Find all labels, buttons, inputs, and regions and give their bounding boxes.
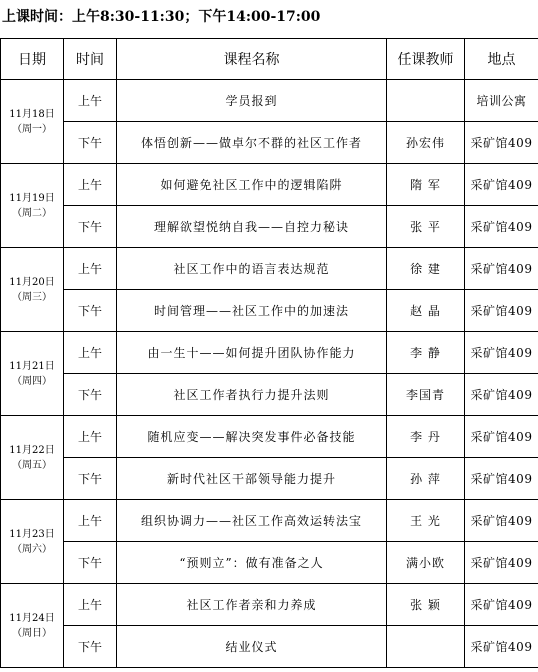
course-cell: 理解欲望悦纳自我——自控力秘诀 [117, 206, 387, 248]
time-cell: 上午 [64, 248, 117, 290]
place-cell: 采矿馆409 [465, 122, 538, 164]
date-text: 11月22日 [9, 444, 55, 456]
date-cell [1, 80, 64, 164]
table-row [1, 542, 538, 584]
date-cell [1, 416, 64, 500]
table-row [1, 290, 538, 332]
course-cell: 体悟创新——做卓尔不群的社区工作者 [117, 122, 387, 164]
weekday-text: （周五） [12, 459, 52, 471]
date-cell [1, 248, 64, 332]
course-cell: 随机应变——解决突发事件必备技能 [117, 416, 387, 458]
teacher-cell: 张 平 [387, 206, 465, 248]
teacher-cell: 李 静 [387, 332, 465, 374]
place-cell: 采矿馆409 [465, 164, 538, 206]
weekday-text: （周日） [12, 627, 52, 639]
column-header-time: 时间 [64, 39, 117, 80]
course-cell: 社区工作中的语言表达规范 [117, 248, 387, 290]
teacher-cell: 李国青 [387, 374, 465, 416]
course-cell: 社区工作者亲和力养成 [117, 584, 387, 626]
time-cell: 下午 [64, 122, 117, 164]
time-cell: 下午 [64, 626, 117, 668]
date-cell [1, 500, 64, 584]
place-cell: 采矿馆409 [465, 290, 538, 332]
course-cell: 社区工作者执行力提升法则 [117, 374, 387, 416]
table-row [1, 206, 538, 248]
teacher-cell: 李 丹 [387, 416, 465, 458]
date-text: 11月20日 [9, 276, 55, 288]
place-cell: 采矿馆409 [465, 626, 538, 668]
table-row [1, 248, 538, 290]
class-time-values: 上午8:30-11:30；下午14:00-17:00 [72, 9, 321, 25]
weekday-text: （周六） [12, 543, 52, 555]
teacher-cell: 张 颖 [387, 584, 465, 626]
teacher-cell [387, 80, 465, 122]
place-cell: 采矿馆409 [465, 500, 538, 542]
place-cell: 采矿馆409 [465, 206, 538, 248]
weekday-text: （周一） [12, 123, 52, 135]
table-row [1, 374, 538, 416]
class-time-label: 上课时间： [2, 9, 72, 25]
table-row [1, 164, 538, 206]
table-header-row [1, 39, 538, 80]
place-cell: 采矿馆409 [465, 542, 538, 584]
time-cell: 下午 [64, 374, 117, 416]
class-time-header [0, 0, 320, 34]
weekday-text: （周二） [12, 207, 52, 219]
date-text: 11月18日 [9, 108, 55, 120]
time-cell: 下午 [64, 458, 117, 500]
place-cell: 培训公寓 [465, 80, 538, 122]
place-cell: 采矿馆409 [465, 332, 538, 374]
column-header-date: 日期 [1, 39, 64, 80]
teacher-cell: 王 光 [387, 500, 465, 542]
table-row [1, 332, 538, 374]
column-header-teacher: 任课教师 [387, 39, 465, 80]
time-cell: 上午 [64, 500, 117, 542]
date-text: 11月24日 [9, 612, 55, 624]
place-cell: 采矿馆409 [465, 416, 538, 458]
column-header-place: 地点 [465, 39, 538, 80]
teacher-cell: 徐 建 [387, 248, 465, 290]
place-cell: 采矿馆409 [465, 374, 538, 416]
date-text: 11月21日 [9, 360, 55, 372]
teacher-cell: 满小欧 [387, 542, 465, 584]
teacher-cell: 孙宏伟 [387, 122, 465, 164]
place-cell: 采矿馆409 [465, 584, 538, 626]
weekday-text: （周四） [12, 375, 52, 387]
table-row [1, 584, 538, 626]
course-cell: 结业仪式 [117, 626, 387, 668]
time-cell: 下午 [64, 542, 117, 584]
table-row [1, 458, 538, 500]
schedule-table [0, 38, 538, 668]
time-cell: 上午 [64, 80, 117, 122]
course-cell: 新时代社区干部领导能力提升 [117, 458, 387, 500]
time-cell: 下午 [64, 206, 117, 248]
time-cell: 上午 [64, 416, 117, 458]
table-row [1, 626, 538, 668]
table-row [1, 122, 538, 164]
course-cell: 学员报到 [117, 80, 387, 122]
date-cell [1, 332, 64, 416]
table-row [1, 500, 538, 542]
course-cell: 组织协调力——社区工作高效运转法宝 [117, 500, 387, 542]
date-cell [1, 164, 64, 248]
schedule-body [1, 80, 538, 668]
teacher-cell: 孙 萍 [387, 458, 465, 500]
place-cell: 采矿馆409 [465, 248, 538, 290]
teacher-cell: 隋 军 [387, 164, 465, 206]
time-cell: 上午 [64, 164, 117, 206]
time-cell: 上午 [64, 332, 117, 374]
place-cell: 采矿馆409 [465, 458, 538, 500]
date-cell [1, 584, 64, 668]
table-row [1, 416, 538, 458]
teacher-cell [387, 626, 465, 668]
course-cell: “预则立”：做有准备之人 [117, 542, 387, 584]
teacher-cell: 赵 晶 [387, 290, 465, 332]
date-text: 11月19日 [9, 192, 55, 204]
course-cell: 时间管理——社区工作中的加速法 [117, 290, 387, 332]
time-cell: 下午 [64, 290, 117, 332]
course-cell: 如何避免社区工作中的逻辑陷阱 [117, 164, 387, 206]
table-row [1, 80, 538, 122]
date-text: 11月23日 [9, 528, 55, 540]
time-cell: 上午 [64, 584, 117, 626]
column-header-course: 课程名称 [117, 39, 387, 80]
weekday-text: （周三） [12, 291, 52, 303]
course-cell: 由一生十——如何提升团队协作能力 [117, 332, 387, 374]
